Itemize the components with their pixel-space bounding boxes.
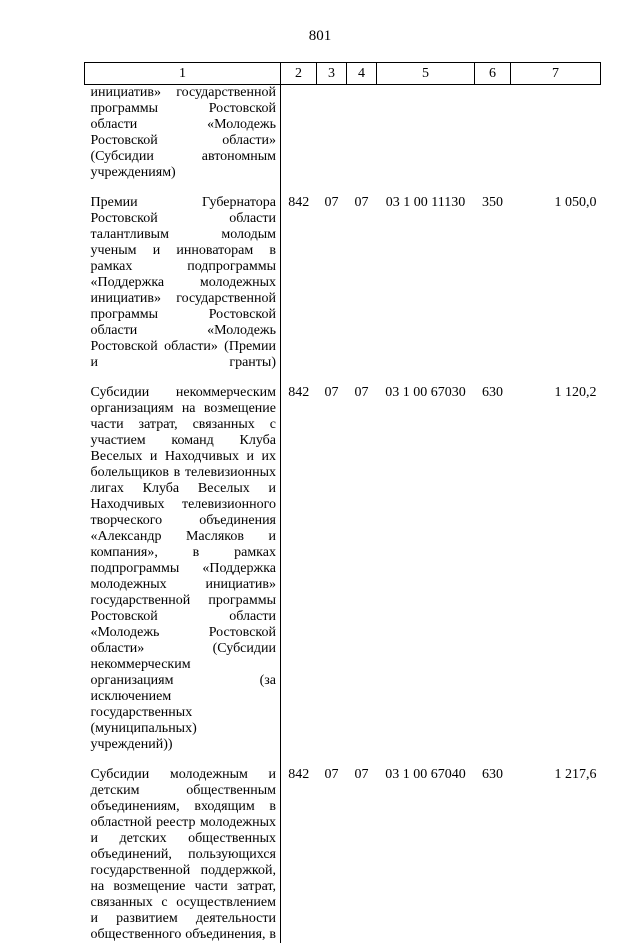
- row-target: 03 1 00 11130: [385, 195, 466, 210]
- column-header: 6: [475, 63, 511, 85]
- row-type: [475, 85, 511, 182]
- table-row: [85, 385, 601, 753]
- row-target: 03 1 00 67030: [385, 385, 466, 400]
- row-section: [317, 85, 347, 182]
- column-header: 3: [317, 63, 347, 85]
- row-description: Субсидии молодежным и детским общественным объединениям, входящим в областной реестр молодежных и детских общественных объединений, пользующихся государственной поддержкой, на возмещение части затрат, связанных с осуществлением и развитием деятельности общественного объединения, в: [85, 767, 281, 943]
- row-subsection: 07: [354, 385, 369, 400]
- table-row: [85, 767, 601, 943]
- row-target: 03 1 00 67040: [385, 767, 466, 782]
- row-section: 07: [324, 767, 339, 782]
- column-header: 5: [377, 63, 475, 85]
- row-amount: 1 217,6: [554, 767, 597, 782]
- column-header: 7: [511, 63, 601, 85]
- page-number: 801: [308, 28, 332, 44]
- table-header-row: [85, 63, 601, 85]
- row-target: [377, 85, 475, 182]
- row-description: инициатив» государственной программы Ростовской области «Молодежь Ростовской области» (Субсидии автономным учреждениям): [85, 85, 281, 182]
- row-amount: 1 120,2: [554, 385, 597, 400]
- row-subsection: [347, 85, 377, 182]
- row-amount: [511, 85, 601, 182]
- column-header: 1: [85, 63, 281, 85]
- column-header: 4: [347, 63, 377, 85]
- row-code: 842: [288, 767, 310, 782]
- row-section: 07: [324, 195, 339, 210]
- row-subsection: 07: [354, 195, 369, 210]
- budget-table: [84, 62, 601, 943]
- row-type: 630: [482, 767, 503, 782]
- row-type: 350: [482, 195, 503, 210]
- row-code: 842: [288, 195, 310, 210]
- row-code: [281, 85, 317, 182]
- row-description: Премии Губернатора Ростовской области талантливым молодым ученым и инноваторам в рамках подпрограммы «Поддержка молодежных инициатив» государственной программы Ростовской области «Молодежь Ростовской области» (Премии и гранты): [85, 195, 281, 371]
- row-code: 842: [288, 385, 310, 400]
- column-header: 2: [281, 63, 317, 85]
- table-row: [85, 85, 601, 182]
- row-amount: 1 050,0: [554, 195, 597, 210]
- table-row: [85, 195, 601, 371]
- row-section: 07: [324, 385, 339, 400]
- row-description: Субсидии некоммерческим организациям на возмещение части затрат, связанных с участием команд Клуба Веселых и Находчивых и их болельщиков в телевизионных лигах Клуба Веселых и Находчивых телевизионного творческого объединения «Александр Масляков и компания», в рамках подпрограммы «Поддержка молодежных инициатив» государственной программы Ростовской области «Молодежь Ростовской области» (Субсидии некоммерческим организациям (за исключением государственных (муниципальных) учреждений)): [85, 385, 281, 753]
- row-subsection: 07: [354, 767, 369, 782]
- row-type: 630: [482, 385, 503, 400]
